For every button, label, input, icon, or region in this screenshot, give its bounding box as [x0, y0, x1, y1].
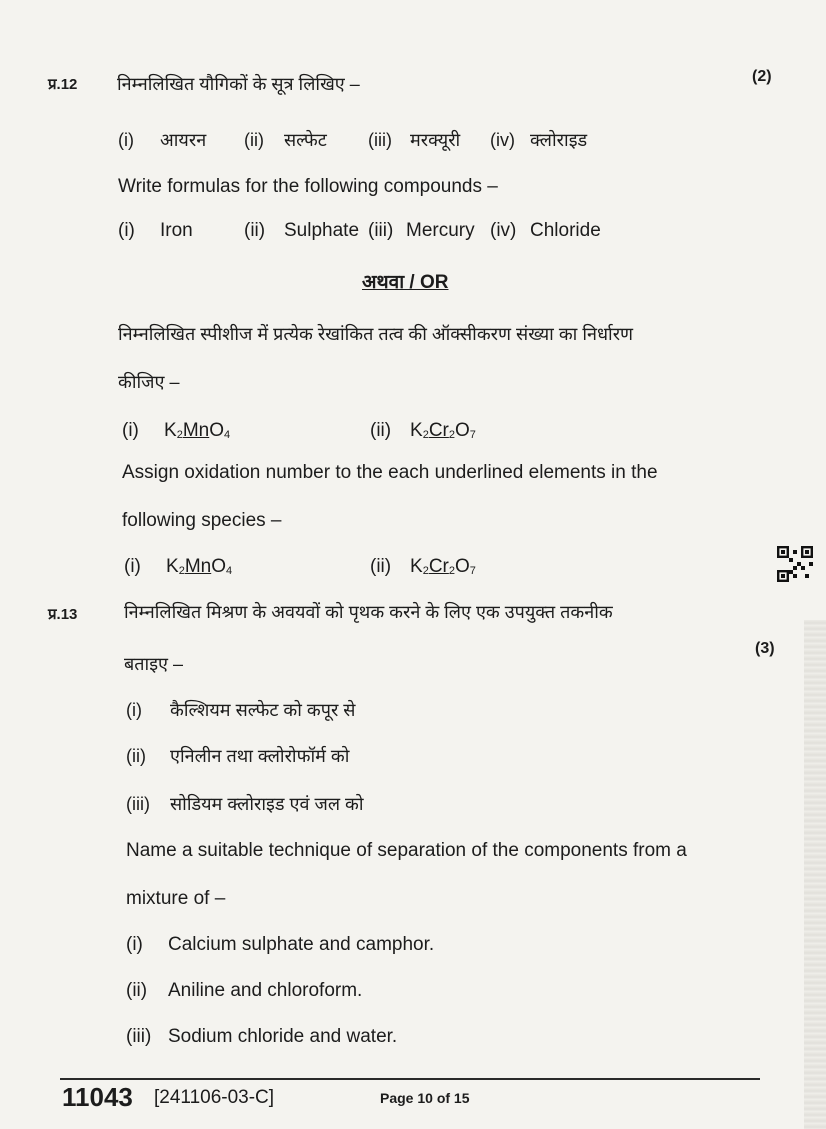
option-text: मरक्यूरी	[410, 130, 461, 150]
question-prompt-english: Write formulas for the following compounds –	[118, 176, 498, 197]
scan-edge	[804, 620, 826, 1129]
or-separator: अथवा / OR	[362, 272, 449, 293]
underlined-element: $Cr_2$	[428, 420, 455, 441]
option-number: (ii)	[126, 980, 148, 1001]
footer-divider	[60, 1078, 760, 1080]
option-number: (ii)	[244, 130, 264, 150]
underlined-element: Mn	[184, 556, 212, 577]
option-row-english	[126, 934, 434, 956]
option-row-english	[126, 980, 362, 1002]
marks-label: (2)	[752, 68, 772, 85]
option-number: (iv)	[490, 130, 515, 150]
option-row-hindi	[126, 698, 355, 722]
species-row	[124, 556, 476, 578]
option-text: Aniline and chloroform.	[168, 980, 363, 1001]
option-number: (i)	[126, 700, 142, 720]
qr-code-icon	[777, 546, 813, 582]
option-number: (iii)	[126, 794, 150, 814]
option-text: सल्फेट	[284, 130, 327, 150]
question-prompt-english-line1: Name a suitable technique of separation of the components from a	[126, 840, 687, 861]
options-row-english	[118, 220, 601, 242]
option-number: (iv)	[490, 220, 517, 241]
option-text: आयरन	[160, 130, 207, 150]
or-prompt-english-line1: Assign oxidation number to the each underlined elements in the	[122, 462, 658, 483]
option-text: Sulphate	[284, 220, 360, 241]
question-prompt-hindi-line2: बताइए –	[124, 654, 184, 674]
option-row-hindi	[126, 744, 349, 768]
marks-label: (3)	[755, 640, 775, 657]
underlined-element: $Cr_2$	[428, 556, 455, 577]
option-number: (i)	[122, 420, 139, 441]
question-number: प्र.13	[48, 606, 78, 623]
option-number: (ii)	[370, 556, 392, 577]
or-prompt-hindi-line2: कीजिए –	[118, 372, 180, 392]
chemical-formula: $K_2MnO_4$	[166, 556, 233, 577]
option-number: (ii)	[370, 420, 392, 441]
question-prompt-hindi-line1: निम्नलिखित मिश्रण के अवयवों को पृथक करने के लिए एक उपयुक्त तकनीक	[124, 602, 613, 622]
paper-sub-code: [241106-03-C]	[154, 1087, 275, 1108]
underlined-element: Mn	[182, 420, 210, 441]
chemical-formula: $K_2Cr_2O_7$	[410, 420, 476, 441]
option-text: एनिलीन तथा क्लोरोफॉर्म को	[170, 746, 350, 766]
option-number: (iii)	[126, 1026, 152, 1047]
option-text: कैल्शियम सल्फेट को कपूर से	[170, 700, 356, 720]
question-number: प्र.12	[48, 76, 78, 93]
paper-code: 11043	[62, 1082, 133, 1112]
option-text: क्लोराइड	[530, 130, 588, 150]
option-number: (i)	[118, 220, 135, 241]
option-number: (i)	[124, 556, 141, 577]
option-number: (ii)	[126, 746, 146, 766]
option-number: (i)	[118, 130, 134, 150]
option-number: (iii)	[368, 130, 392, 150]
option-text: Sodium chloride and water.	[168, 1026, 398, 1047]
option-number: (ii)	[244, 220, 266, 241]
or-prompt-english-line2: following species –	[122, 510, 282, 531]
option-number: (i)	[126, 934, 143, 955]
page-number: Page 10 of 15	[380, 1090, 470, 1106]
question-prompt-english-line2: mixture of –	[126, 888, 226, 909]
options-row-hindi	[118, 128, 587, 152]
or-prompt-hindi-line1: निम्नलिखित स्पीशीज में प्रत्येक रेखांकित तत्व की ऑक्सीकरण संख्या का निर्धारण	[118, 324, 634, 344]
option-text: Calcium sulphate and camphor.	[168, 934, 435, 955]
option-text: Iron	[160, 220, 193, 241]
chemical-formula: $K_2Cr_2O_7$	[410, 556, 476, 577]
question-prompt-hindi: निम्नलिखित यौगिकों के सूत्र लिखिए –	[117, 74, 360, 94]
species-row	[122, 420, 476, 442]
option-row-hindi	[126, 792, 364, 816]
option-number: (iii)	[368, 220, 394, 241]
option-text: सोडियम क्लोराइड एवं जल को	[170, 794, 364, 814]
option-text: Chloride	[530, 220, 601, 241]
option-text: Mercury	[406, 220, 475, 241]
option-row-english	[126, 1026, 397, 1048]
chemical-formula: $K_2MnO_4$	[164, 420, 231, 441]
